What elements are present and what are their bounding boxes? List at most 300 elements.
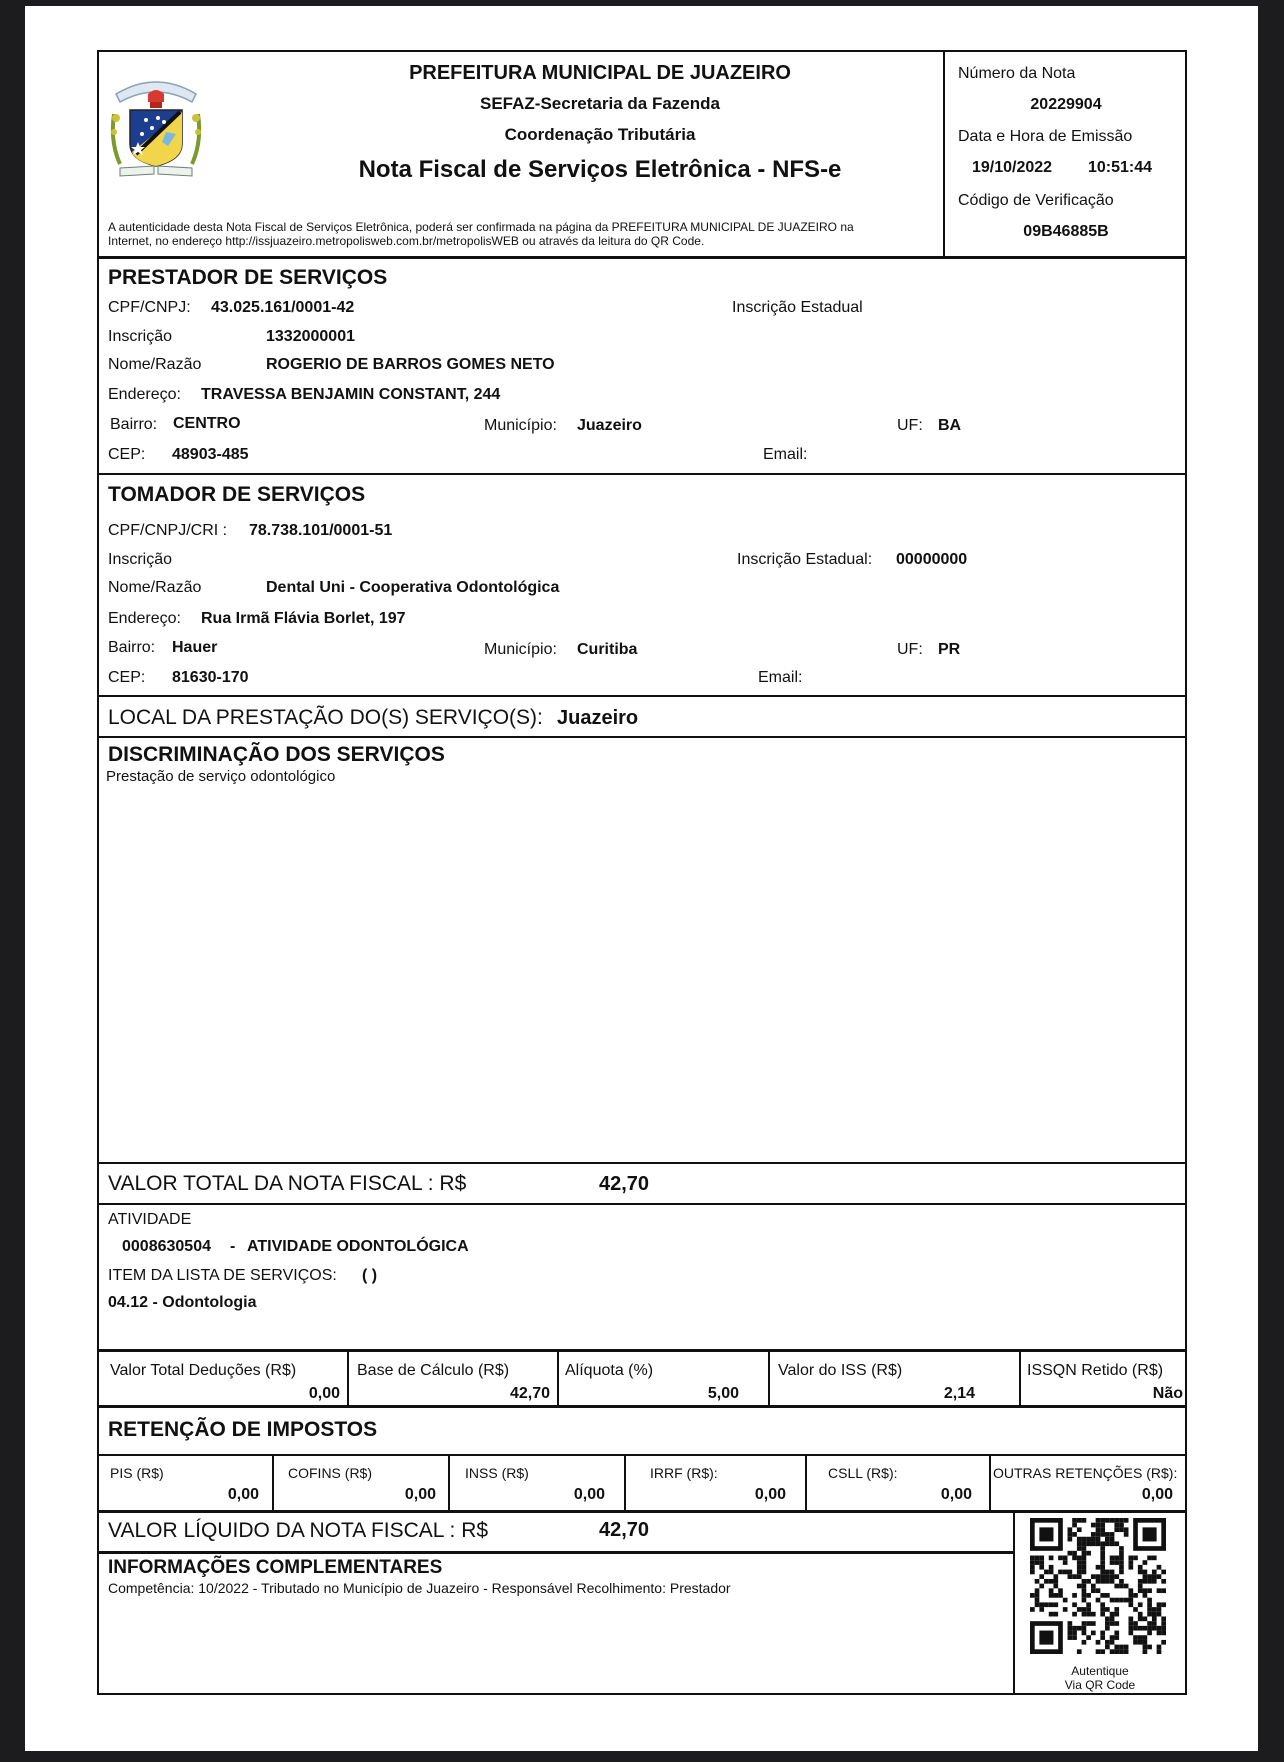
qr-module	[1063, 1607, 1068, 1612]
qr-module	[1147, 1588, 1152, 1593]
qr-module	[1105, 1537, 1110, 1542]
qr-module	[1157, 1602, 1162, 1607]
qr-module	[1105, 1616, 1110, 1621]
qr-module	[1039, 1527, 1053, 1541]
qr-module	[1161, 1640, 1166, 1645]
qr-module	[1143, 1579, 1148, 1584]
qr-module	[1049, 1565, 1054, 1570]
qr-module	[1068, 1551, 1073, 1556]
qr-module	[1053, 1602, 1058, 1607]
qr-module	[1143, 1626, 1148, 1631]
qr-module	[1110, 1518, 1115, 1523]
qr-module	[1082, 1579, 1087, 1584]
qr-module	[1138, 1635, 1143, 1640]
qr-module	[1072, 1631, 1077, 1636]
note-number: 20229904	[1030, 96, 1102, 113]
qr-module	[1068, 1570, 1073, 1575]
qr-module	[1119, 1523, 1124, 1528]
prestador-ie-label: Inscrição Estadual	[732, 299, 863, 316]
qr-module	[1161, 1579, 1166, 1584]
qr-module	[1138, 1640, 1143, 1645]
qr-module	[1143, 1593, 1148, 1598]
qr-module	[1086, 1579, 1091, 1584]
qr-module	[1133, 1626, 1138, 1631]
qr-module	[1068, 1631, 1073, 1636]
qr-module	[1077, 1541, 1082, 1546]
note-number-label: Número da Nota	[958, 65, 1076, 82]
qr-module	[1138, 1612, 1143, 1617]
qr-module	[1082, 1560, 1087, 1565]
qr-module	[1100, 1631, 1105, 1636]
qr-module	[1114, 1556, 1119, 1561]
atividade-separator: -	[230, 1238, 236, 1255]
prestador-endereco: TRAVESSA BENJAMIN CONSTANT, 244	[201, 386, 501, 403]
valor-liquido-value: 42,70	[599, 1519, 650, 1541]
qr-module	[1110, 1635, 1115, 1640]
qr-module	[1114, 1598, 1119, 1603]
tomador-cep-label: CEP:	[108, 669, 146, 686]
local-label: LOCAL DA PRESTAÇÃO DO(S) SERVIÇO(S):	[108, 706, 543, 729]
qr-module	[1152, 1570, 1157, 1575]
tax-value-valor-iss: 2,14	[943, 1385, 975, 1402]
qr-module	[1086, 1541, 1091, 1546]
qr-module	[1138, 1570, 1143, 1575]
prestador-nome: ROGERIO DE BARROS GOMES NETO	[266, 356, 555, 373]
qr-module	[1082, 1518, 1087, 1523]
qr-module	[1058, 1556, 1063, 1561]
qr-module	[1114, 1612, 1119, 1617]
qr-module	[1100, 1635, 1105, 1640]
qr-module	[1086, 1593, 1091, 1598]
qr-module	[1091, 1631, 1096, 1636]
retencao-title: RETENÇÃO DE IMPOSTOS	[108, 1418, 378, 1441]
qr-module	[1100, 1527, 1105, 1532]
qr-module	[1152, 1616, 1157, 1621]
retencao-label-pis: PIS (R$)	[110, 1465, 164, 1481]
qr-module	[1086, 1635, 1091, 1640]
qr-module	[1105, 1570, 1110, 1575]
qr-module	[1035, 1579, 1040, 1584]
qr-module	[1124, 1584, 1129, 1589]
qr-module	[1049, 1612, 1054, 1617]
qr-module	[1161, 1570, 1166, 1575]
qr-module	[1119, 1556, 1124, 1561]
qr-module	[1082, 1556, 1087, 1561]
divider	[97, 1203, 1187, 1205]
qr-module	[1035, 1593, 1040, 1598]
tomador-bairro: Hauer	[172, 639, 218, 656]
informacoes-title: INFORMAÇÕES COMPLEMENTARES	[108, 1557, 443, 1578]
informacoes-text: Competência: 10/2022 - Tributado no Município de Juazeiro - Responsável Recolhimento: Prestador	[108, 1580, 731, 1596]
tomador-municipio: Curitiba	[577, 641, 638, 658]
qr-module	[1086, 1612, 1091, 1617]
retencao-value-pis: 0,00	[227, 1486, 259, 1503]
qr-module	[1128, 1616, 1133, 1621]
qr-module	[1143, 1560, 1148, 1565]
tomador-endereco: Rua Irmã Flávia Borlet, 197	[201, 610, 406, 627]
tomador-nome-label: Nome/Razão	[108, 579, 202, 596]
qr-module	[1133, 1607, 1138, 1612]
qr-module	[1072, 1574, 1077, 1579]
qr-module	[1068, 1537, 1073, 1542]
qr-module	[1039, 1565, 1044, 1570]
qr-module	[1086, 1621, 1091, 1626]
qr-module	[1105, 1574, 1110, 1579]
verification-code: 09B46885B	[1023, 223, 1109, 240]
retencao-value-inss: 0,00	[573, 1486, 605, 1503]
qr-module	[1053, 1574, 1058, 1579]
item-lista-code: 04.12 - Odontologia	[108, 1294, 257, 1311]
qr-module	[1039, 1607, 1044, 1612]
qr-module	[1072, 1532, 1077, 1537]
retencao-value-outras: 0,00	[1141, 1486, 1173, 1503]
qr-module	[1077, 1556, 1082, 1561]
qr-module	[1086, 1537, 1091, 1542]
qr-module	[1100, 1593, 1105, 1598]
qr-module	[1105, 1518, 1110, 1523]
emission-time: 10:51:44	[1088, 159, 1153, 176]
qr-module	[1143, 1635, 1148, 1640]
qr-module	[1096, 1588, 1101, 1593]
qr-module	[1152, 1607, 1157, 1612]
qr-module	[1128, 1560, 1133, 1565]
qr-module	[1077, 1574, 1082, 1579]
qr-module	[1161, 1621, 1166, 1626]
prestador-inscricao-label: Inscrição	[108, 328, 173, 345]
divider	[97, 473, 1187, 475]
qr-module	[1100, 1541, 1105, 1546]
qr-module	[1119, 1546, 1124, 1551]
qr-module	[1082, 1546, 1087, 1551]
qr-module	[1096, 1640, 1101, 1645]
tax-label-valor-iss: Valor do ISS (R$)	[778, 1362, 903, 1379]
qr-module	[1077, 1626, 1082, 1631]
qr-module	[1114, 1621, 1119, 1626]
qr-module	[1058, 1570, 1063, 1575]
qr-module	[1053, 1584, 1058, 1589]
qr-module	[1152, 1574, 1157, 1579]
qr-module	[1114, 1518, 1119, 1523]
qr-module	[1096, 1565, 1101, 1570]
qr-module	[1077, 1537, 1082, 1542]
qr-module	[1157, 1607, 1162, 1612]
qr-module	[1100, 1560, 1105, 1565]
qr-module	[1100, 1546, 1105, 1551]
retencao-value-csll: 0,00	[940, 1486, 972, 1503]
divider	[97, 1162, 1187, 1164]
qr-module	[1110, 1640, 1115, 1645]
qr-module	[1096, 1649, 1101, 1654]
qr-module	[1072, 1602, 1077, 1607]
tomador-cnpj: 78.738.101/0001-51	[249, 522, 393, 539]
qr-module	[1124, 1598, 1129, 1603]
tomador-endereco-label: Endereço:	[108, 610, 181, 627]
qr-module	[1082, 1588, 1087, 1593]
qr-module	[1030, 1556, 1035, 1561]
qr-module	[1072, 1551, 1077, 1556]
qr-module	[1030, 1560, 1035, 1565]
retencao-value-cofins: 0,00	[404, 1486, 436, 1503]
qr-module	[1124, 1645, 1129, 1650]
valor-liquido-label: VALOR LÍQUIDO DA NOTA FISCAL : R$	[108, 1519, 489, 1542]
qr-module	[1161, 1626, 1166, 1631]
qr-module	[1053, 1579, 1058, 1584]
qr-module	[1068, 1532, 1073, 1537]
division-name: Coordenação Tributária	[504, 125, 696, 144]
qr-module	[1128, 1588, 1133, 1593]
qr-module	[1082, 1565, 1087, 1570]
qr-module	[1035, 1556, 1040, 1561]
qr-module	[1105, 1626, 1110, 1631]
qr-module	[1091, 1584, 1096, 1589]
qr-module	[1152, 1621, 1157, 1626]
municipality-name: PREFEITURA MUNICIPAL DE JUAZEIRO	[409, 62, 791, 84]
qr-module	[1147, 1579, 1152, 1584]
atividade-code: 0008630504	[122, 1238, 211, 1255]
qr-module	[1138, 1588, 1143, 1593]
prestador-inscricao: 1332000001	[266, 328, 355, 345]
qr-module	[1119, 1570, 1124, 1575]
qr-module	[1039, 1574, 1044, 1579]
qr-module	[1152, 1626, 1157, 1631]
qr-module	[1068, 1527, 1073, 1532]
qr-module	[1157, 1626, 1162, 1631]
qr-module	[1035, 1598, 1040, 1603]
qr-module	[1030, 1565, 1035, 1570]
retencao-label-csll: CSLL (R$):	[828, 1465, 898, 1481]
qr-code-icon[interactable]	[1030, 1518, 1166, 1654]
emission-date: 19/10/2022	[972, 159, 1053, 176]
qr-module	[1161, 1631, 1166, 1636]
qr-module	[1072, 1556, 1077, 1561]
qr-module	[1128, 1565, 1133, 1570]
qr-module	[1100, 1565, 1105, 1570]
qr-module	[1110, 1574, 1115, 1579]
retencao-label-irrf: IRRF (R$):	[650, 1465, 718, 1481]
qr-module	[1128, 1602, 1133, 1607]
qr-module	[1128, 1621, 1133, 1626]
qr-module	[1114, 1523, 1119, 1528]
qr-module	[1091, 1574, 1096, 1579]
tomador-bairro-label: Bairro:	[108, 639, 156, 656]
valor-total-value: 42,70	[599, 1173, 650, 1195]
authenticity-note-line1: A autenticidade desta Nota Fiscal de Serviços Eletrônica, poderá ser confirmada na página da PREFEITURA MUNICIPAL DE JUAZEIRO na	[108, 220, 854, 234]
tomador-ie: 00000000	[896, 551, 968, 568]
tax-value-deducoes: 0,00	[308, 1385, 340, 1402]
qr-module	[1133, 1621, 1138, 1626]
qr-module	[1035, 1560, 1040, 1565]
qr-module	[1072, 1523, 1077, 1528]
qr-caption	[1015, 1664, 1185, 1692]
qr-module	[1110, 1616, 1115, 1621]
authenticity-note	[108, 220, 948, 248]
qr-module	[1119, 1579, 1124, 1584]
qr-module	[1082, 1541, 1087, 1546]
valor-total-label: VALOR TOTAL DA NOTA FISCAL : R$	[108, 1172, 467, 1195]
tomador-email-label: Email:	[758, 669, 803, 686]
qr-module	[1105, 1541, 1110, 1546]
qr-module	[1138, 1584, 1143, 1589]
qr-module	[1119, 1518, 1124, 1523]
qr-module	[1114, 1541, 1119, 1546]
qr-module	[1082, 1537, 1087, 1542]
qr-module	[1152, 1556, 1157, 1561]
qr-module	[1049, 1579, 1054, 1584]
qr-module	[1110, 1621, 1115, 1626]
prestador-bairro-label: Bairro:	[110, 416, 158, 433]
municipal-logo	[106, 72, 206, 182]
qr-module	[1114, 1635, 1119, 1640]
qr-module	[1157, 1649, 1162, 1654]
qr-module	[1124, 1649, 1129, 1654]
qr-module	[1030, 1570, 1035, 1575]
qr-module	[1096, 1574, 1101, 1579]
qr-module	[1152, 1612, 1157, 1617]
qr-module	[1082, 1626, 1087, 1631]
divider	[97, 736, 1187, 738]
qr-module	[1119, 1560, 1124, 1565]
qr-module	[1082, 1612, 1087, 1617]
qr-module	[1091, 1588, 1096, 1593]
qr-module	[1091, 1612, 1096, 1617]
qr-module	[1082, 1598, 1087, 1603]
qr-caption-line1: Autentique	[1071, 1664, 1129, 1678]
qr-module	[1091, 1523, 1096, 1528]
retencao-row	[97, 1455, 1187, 1511]
qr-module	[1063, 1570, 1068, 1575]
prestador-bairro: CENTRO	[173, 415, 241, 432]
tax-label-base-calculo: Base de Cálculo (R$)	[357, 1362, 510, 1379]
qr-module	[1063, 1598, 1068, 1603]
divider	[97, 256, 1187, 259]
qr-module	[1100, 1570, 1105, 1575]
qr-module	[1147, 1556, 1152, 1561]
qr-module	[1063, 1560, 1068, 1565]
nfse-frame	[97, 50, 1187, 1695]
prestador-cep: 48903-485	[172, 446, 249, 463]
qr-module	[1110, 1649, 1115, 1654]
tax-value-base-calculo: 42,70	[509, 1385, 550, 1402]
qr-module	[1110, 1532, 1115, 1537]
qr-module	[1096, 1579, 1101, 1584]
qr-module	[1138, 1579, 1143, 1584]
tax-value-issqn-retido: Não	[1152, 1385, 1183, 1402]
qr-module	[1133, 1593, 1138, 1598]
department-name: SEFAZ-Secretaria da Fazenda	[480, 94, 720, 113]
qr-module	[1082, 1584, 1087, 1589]
qr-module	[1068, 1635, 1073, 1640]
qr-module	[1143, 1570, 1148, 1575]
qr-module	[1077, 1607, 1082, 1612]
qr-module	[1053, 1612, 1058, 1617]
qr-module	[1077, 1518, 1082, 1523]
qr-module	[1082, 1621, 1087, 1626]
qr-module	[1143, 1527, 1157, 1541]
qr-module	[1086, 1602, 1091, 1607]
atividade-label: ATIVIDADE	[108, 1211, 192, 1228]
qr-module	[1072, 1626, 1077, 1631]
qr-module	[1044, 1602, 1049, 1607]
qr-module	[1143, 1640, 1148, 1645]
prestador-uf: BA	[938, 417, 962, 434]
prestador-title: PRESTADOR DE SERVIÇOS	[108, 266, 388, 289]
qr-module	[1068, 1626, 1073, 1631]
retencao-label-outras: OUTRAS RETENÇÕES (R$):	[993, 1465, 1178, 1481]
qr-module	[1128, 1631, 1133, 1636]
qr-module	[1105, 1579, 1110, 1584]
qr-module	[1100, 1602, 1105, 1607]
qr-module	[1114, 1649, 1119, 1654]
tax-summary-row	[97, 1350, 1187, 1406]
qr-module	[1105, 1640, 1110, 1645]
qr-module	[1114, 1584, 1119, 1589]
qr-module	[1105, 1607, 1110, 1612]
coat-of-arms-icon	[106, 72, 206, 182]
qr-module	[1110, 1541, 1115, 1546]
qr-module	[1143, 1616, 1148, 1621]
qr-module	[1114, 1574, 1119, 1579]
tax-label-aliquota: Alíquota (%)	[565, 1362, 654, 1379]
qr-module	[1082, 1631, 1087, 1636]
qr-module	[1082, 1570, 1087, 1575]
qr-module	[1138, 1616, 1143, 1621]
qr-module	[1105, 1532, 1110, 1537]
qr-module	[1147, 1612, 1152, 1617]
discriminacao-title: DISCRIMINAÇÃO DOS SERVIÇOS	[108, 743, 445, 766]
qr-module	[1147, 1602, 1152, 1607]
qr-module	[1143, 1588, 1148, 1593]
qr-module	[1077, 1527, 1082, 1532]
tomador-cnpj-label: CPF/CNPJ/CRI :	[108, 522, 228, 539]
prestador-uf-label: UF:	[897, 417, 923, 434]
qr-module	[1091, 1532, 1096, 1537]
qr-module	[1100, 1518, 1105, 1523]
qr-module	[1044, 1570, 1049, 1575]
tomador-uf-label: UF:	[897, 641, 923, 658]
divider	[97, 695, 1187, 697]
qr-module	[1096, 1598, 1101, 1603]
document-title: Nota Fiscal de Serviços Eletrônica - NFS-e	[358, 156, 842, 183]
qr-module	[1086, 1607, 1091, 1612]
qr-module	[1143, 1649, 1148, 1654]
tax-label-issqn-retido: ISSQN Retido (R$)	[1027, 1362, 1164, 1379]
qr-module	[1124, 1527, 1129, 1532]
qr-module	[1147, 1574, 1152, 1579]
qr-module	[1161, 1602, 1166, 1607]
qr-module	[1100, 1607, 1105, 1612]
qr-module	[1072, 1593, 1077, 1598]
qr-module	[1114, 1527, 1119, 1532]
qr-module	[1096, 1518, 1101, 1523]
prestador-nome-label: Nome/Razão	[108, 356, 202, 373]
qr-module	[1100, 1523, 1105, 1528]
qr-module	[1138, 1602, 1143, 1607]
qr-module	[1039, 1631, 1053, 1645]
qr-module	[1133, 1556, 1138, 1561]
verification-code-label: Código de Verificação	[958, 192, 1114, 209]
qr-module	[1082, 1607, 1087, 1612]
qr-module	[1077, 1565, 1082, 1570]
qr-module	[1119, 1551, 1124, 1556]
qr-module	[1110, 1560, 1115, 1565]
qr-module	[1157, 1588, 1162, 1593]
qr-module	[1049, 1570, 1054, 1575]
header-divider	[943, 50, 945, 257]
qr-module	[1143, 1574, 1148, 1579]
qr-module	[1147, 1598, 1152, 1603]
qr-module	[1143, 1645, 1148, 1650]
qr-module	[1077, 1570, 1082, 1575]
